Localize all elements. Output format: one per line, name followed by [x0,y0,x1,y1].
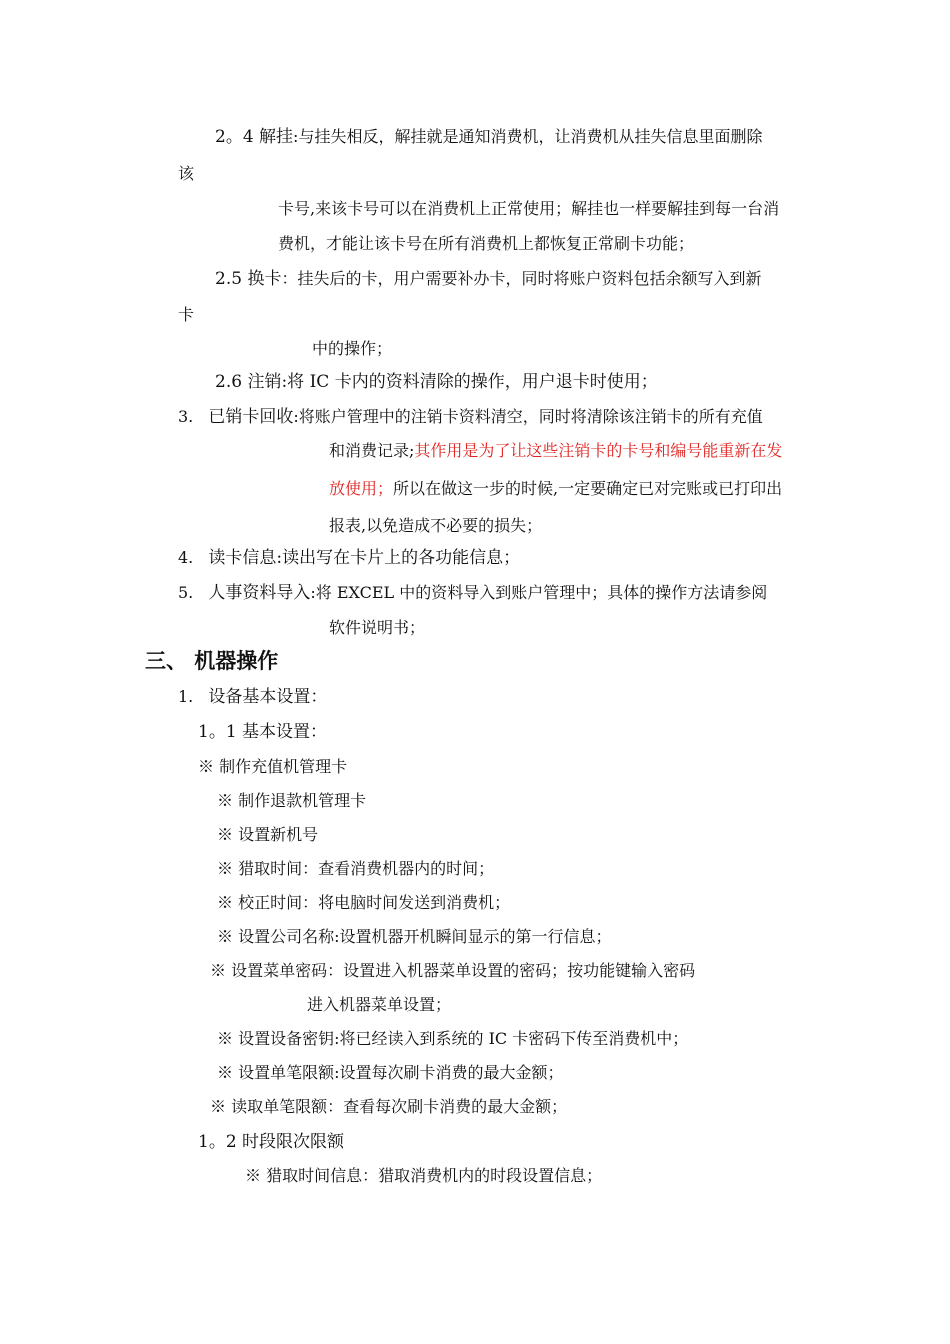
item-2-5-title: 2.5 换卡 [215,269,282,289]
item-2-5-text: ：挂失后的卡，用户需要补办卡，同时将账户资料包括余额写入到新 [281,269,762,288]
item-2-4 [215,129,762,146]
bullet-item-continuation: 进入机器菜单设置； [307,995,452,1014]
bullet-item: ※ 设置设备密钥:将已经读入到系统的 IC 卡密码下传至消费机中； [217,1029,689,1048]
item-2-6-text: :将 IC 卡内的资料清除的操作，用户退卡时使用； [281,372,658,392]
item-3-line-4: 报表,以免造成不必要的损失； [329,516,543,535]
item-2-6-title: 2.6 注销 [215,372,282,392]
item-4-text: 读卡信息:读出写在卡片上的各功能信息； [208,548,521,568]
bullet-item: ※ 设置菜单密码：设置进入机器菜单设置的密码；按功能键输入密码 [210,961,696,980]
bullet-item: ※ 设置新机号 [217,825,319,844]
bullet-item: ※ 校正时间：将电脑时间发送到消费机； [217,893,511,912]
item-3-line-2-text: 和消费记录; [329,441,415,460]
bullet-item: ※ 制作退款机管理卡 [217,791,367,810]
item-2-4-title: 2。4 解挂 [215,127,294,147]
item-5 [178,585,767,602]
item-2-5-line-3: 中的操作； [312,339,393,358]
item-3-highlight-1: 其作用是为了让这些注销卡的卡号和编号能重新在发 [414,441,783,460]
item-4-number: 4. [178,548,194,567]
bullet-item: ※ 制作充值机管理卡 [198,757,348,776]
item-2-4-text: :与挂失相反，解挂就是通知消费机，让消费机从挂失信息里面删除 [293,127,763,146]
item-3-number: 3. [178,407,194,426]
bullet-item: ※ 猎取时间：查看消费机器内的时间； [217,859,495,878]
item-5-text: :将 EXCEL 中的资料导入到账户管理中；具体的操作方法请参阅 [310,583,768,602]
item-5-line-2: 软件说明书； [329,618,426,637]
item-2-4-wrap: 该 [178,164,195,183]
item-3-line-3-text: 所以在做这一步的时候,一定要确定已对完账或已打印出 [393,479,783,498]
item-2-4-line-4: 费机，才能让该卡号在所有消费机上都恢复正常刷卡功能； [278,234,695,253]
bullet-item: ※ 设置单笔限额:设置每次刷卡消费的最大金额； [217,1063,564,1082]
item-3-line-3 [329,481,782,497]
bullet-item: ※ 读取单笔限额：查看每次刷卡消费的最大金额； [210,1097,568,1116]
item-2-6 [215,374,658,391]
item-5-title: 人事资料导入 [208,583,311,603]
item-2-5-wrap: 卡 [178,305,195,324]
item-4 [178,550,520,567]
bullet-item: ※ 设置公司名称:设置机器开机瞬间显示的第一行信息； [217,927,612,946]
bullet-item: ※ 猎取时间信息：猎取消费机内的时段设置信息； [245,1166,603,1185]
sec3-item-1-number: 1. [178,687,194,706]
item-5-number: 5. [178,583,194,602]
item-3-title: 已销卡回收 [208,407,294,427]
item-2-4-line-3: 卡号,来该卡号可以在消费机上正常使用；解挂也一样要解挂到每一台消 [278,199,780,218]
item-3 [178,409,763,426]
item-2-5 [215,271,761,288]
subheading-1-2: 1。2 时段限次限额 [198,1132,345,1152]
item-3-highlight-2: 放使用； [329,479,394,498]
sec3-item-1 [178,689,327,706]
section-heading: 三、 机器操作 [145,649,279,673]
item-3-text: :将账户管理中的注销卡资料清空，同时将清除该注销卡的所有充值 [293,407,763,426]
sec3-item-1-text: 设备基本设置： [208,687,328,707]
subheading-1-1: 1。1 基本设置： [198,722,328,742]
item-3-line-2 [329,443,782,459]
